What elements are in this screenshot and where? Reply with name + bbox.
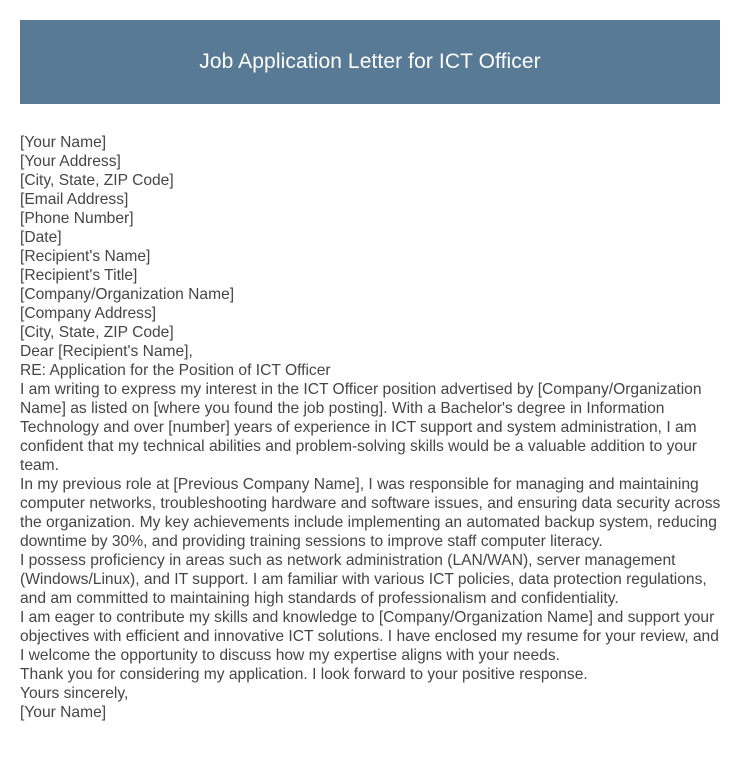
letter-date: [Date] (20, 229, 62, 246)
letter-body (20, 133, 724, 722)
paragraph-thanks: Thank you for considering my application. I look forward to your positive response. (20, 666, 588, 683)
title-banner (20, 20, 720, 104)
company-city: [City, State, ZIP Code] (20, 324, 174, 341)
paragraph-intro: I am writing to express my interest in the ICT Officer position advertised by [Company/Organization Name] as listed on [where you found the job posting]. With a Bachelor's degree in Information Technology and over [number] years of experience in ICT support and system administration, I am confident that my technical abilities and problem-solving skills would be a valuable addition to your team. (20, 381, 702, 474)
paragraph-motivation: I am eager to contribute my skills and knowledge to [Company/Organization Name] and support your objectives with efficient and innovative ICT solutions. I have enclosed my resume for your review, and I welcome the opportunity to discuss how my expertise aligns with your needs. (20, 609, 719, 664)
sender-name: [Your Name] (20, 134, 107, 151)
salutation: Dear [Recipient's Name], (20, 343, 193, 360)
recipient-title: [Recipient's Title] (20, 267, 138, 284)
page-title: Job Application Letter for ICT Officer (199, 50, 541, 73)
sender-city: [City, State, ZIP Code] (20, 172, 174, 189)
paragraph-experience: In my previous role at [Previous Company Name], I was responsible for managing and maintaining computer networks, troubleshooting hardware and software issues, and ensuring data security across the organization. My key achievements include implementing an automated backup system, reducing downtime by 30%, and providing training sessions to improve staff computer literacy. (20, 476, 721, 550)
company-address: [Company Address] (20, 305, 157, 322)
signature: [Your Name] (20, 704, 107, 721)
sender-email: [Email Address] (20, 191, 129, 208)
subject-line: RE: Application for the Position of ICT Officer (20, 362, 331, 379)
recipient-name: [Recipient's Name] (20, 248, 151, 265)
sender-phone: [Phone Number] (20, 210, 134, 227)
company-name: [Company/Organization Name] (20, 286, 235, 303)
paragraph-skills: I possess proficiency in areas such as network administration (LAN/WAN), server management (Windows/Linux), and IT support. I am familiar with various ICT policies, data protection regulations, and am committed to maintaining high standards of professionalism and confidentiality. (20, 552, 707, 607)
sender-address: [Your Address] (20, 153, 121, 170)
closing: Yours sincerely, (20, 685, 129, 702)
